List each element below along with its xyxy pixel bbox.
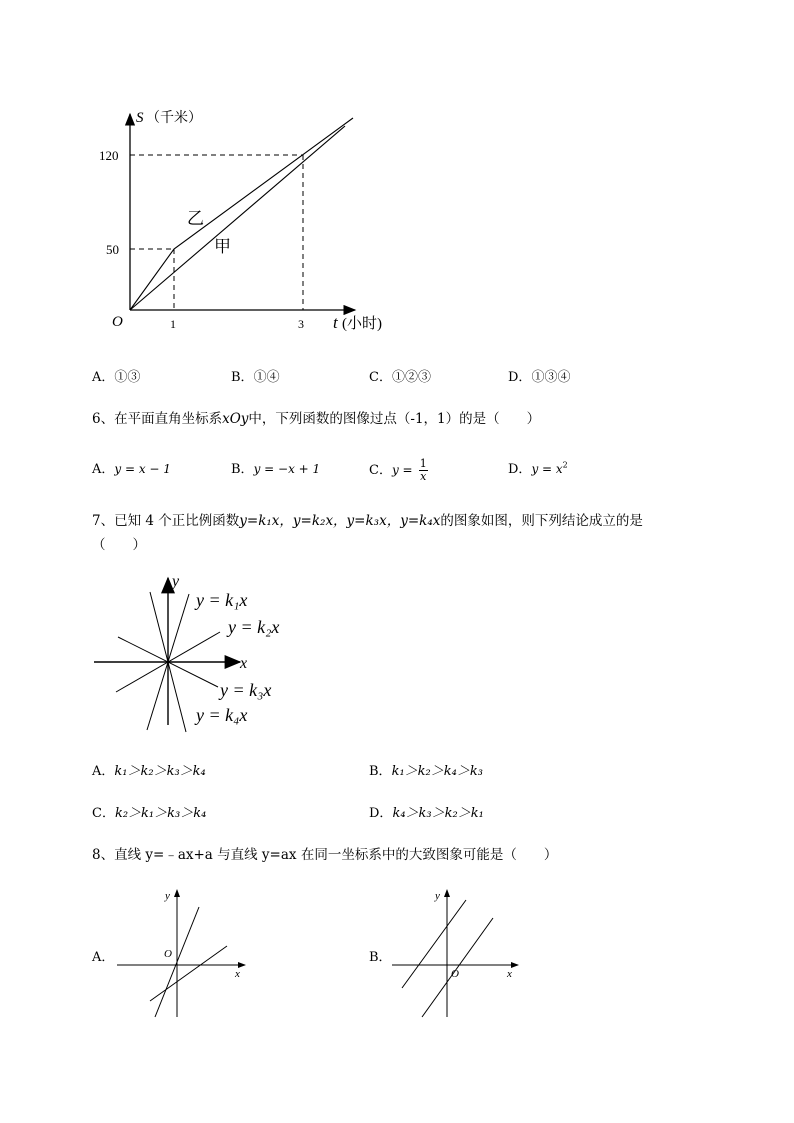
- tick-3: 3: [298, 317, 304, 331]
- origin-label: O: [164, 948, 172, 960]
- label-k2: y = k₂x: [228, 617, 280, 637]
- q7-option-d[interactable]: D．k₄＞k₃＞k₂＞k₁: [369, 806, 484, 821]
- tick-50: 50: [106, 242, 119, 257]
- label-yi: 乙: [187, 209, 204, 228]
- origin-label: O: [451, 968, 459, 980]
- label-k4: y = k₄x: [196, 705, 248, 725]
- q8-option-a-letter[interactable]: A．: [92, 950, 115, 965]
- label-k3: y = k₃x: [220, 680, 272, 700]
- x-axis-var: t: [333, 313, 338, 332]
- q6-stem: 6、在平面直角坐标系xOy中，下列函数的图像过点（-1，1）的是（ ）: [92, 411, 541, 427]
- q6-option-a[interactable]: A．y = x − 1: [92, 462, 171, 477]
- y-label: y: [435, 890, 440, 902]
- label-k1: y = k₁x: [196, 590, 248, 610]
- q8-graph-a[interactable]: [115, 885, 255, 1025]
- y-axis-unit: （千米）: [146, 111, 202, 126]
- x-label: x: [507, 968, 512, 980]
- x-label: x: [235, 968, 240, 980]
- q6-option-b[interactable]: B．y = −x + 1: [231, 462, 321, 477]
- q6-option-d[interactable]: D．$y = x^2$: [508, 460, 568, 477]
- q5-option-c[interactable]: C．①②③: [369, 370, 431, 385]
- distance-time-graph: [90, 100, 410, 345]
- q7-option-c[interactable]: C．k₂＞k₁＞k₃＞k₄: [92, 806, 207, 821]
- q8-graph-b[interactable]: [390, 885, 530, 1025]
- y-label: y: [165, 890, 170, 902]
- q6-option-c[interactable]: C．y = $\frac{1}{x}$: [369, 457, 427, 483]
- label-jia: 甲: [214, 237, 231, 256]
- tick-120: 120: [99, 148, 119, 163]
- line-jia: [130, 126, 345, 310]
- q8-option-b-letter[interactable]: B．: [369, 950, 392, 965]
- q5-option-b[interactable]: B．①④: [231, 370, 280, 385]
- q7-option-b[interactable]: B．k₁＞k₂＞k₄＞k₃: [369, 764, 483, 779]
- q7-paren: （ ）: [92, 537, 146, 553]
- x-label: x: [240, 655, 248, 672]
- fraction: $\frac{1}{x}$: [419, 457, 427, 483]
- x-axis-unit: (小时): [342, 316, 382, 332]
- origin-label: O: [112, 314, 123, 330]
- line-shallow: [150, 946, 227, 1001]
- y-label: y: [172, 573, 180, 590]
- q5-option-a[interactable]: A．①③: [92, 370, 141, 385]
- tick-1: 1: [170, 317, 176, 331]
- q7-stem: 7、已知 4 个正比例函数y=k₁x，y=k₂x，y=k₃x，y=k₄x的图象如图，则下列结论成立的是: [92, 513, 643, 529]
- q5-option-d[interactable]: D．①③④: [508, 370, 571, 385]
- proportional-functions-graph: [90, 570, 310, 735]
- q7-option-a[interactable]: A．k₁＞k₂＞k₃＞k₄: [92, 764, 206, 779]
- y-axis-var: S: [136, 110, 144, 126]
- q8-stem: 8、直线 y=﹣ax+a 与直线 y=ax 在同一坐标系中的大致图象可能是（ ）: [92, 847, 558, 863]
